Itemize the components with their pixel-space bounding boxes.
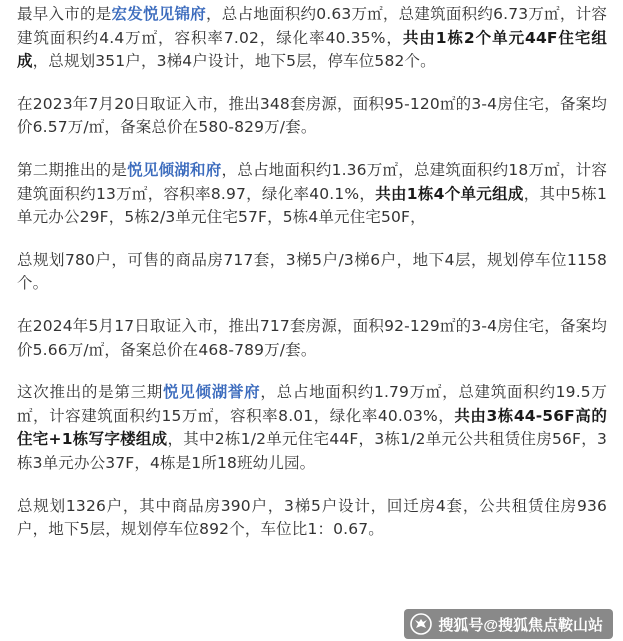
paragraph-text: ，总占地面积约1.79万㎡，总建筑面积约19.5万㎡，计容建筑面积约15万㎡，容积率8.01，绿化率40.03%， (17, 383, 608, 425)
paragraph-text: 最早入市的是 (17, 5, 112, 23)
bold-highlight: 共由1栋4个单元组成 (375, 184, 524, 203)
paragraph-text: ，总规划351户，3梯4户设计，地下5层，停车位582个。 (32, 52, 436, 71)
article-paragraph (17, 3, 607, 74)
paragraph-text: ，其中5栋1单元办公29F，5栋2/3单元住宅57F，5栋4单元住宅50F， (17, 184, 608, 227)
paragraph-text: 在2023年7月20日取证入市，推出348套房源，面积95-120㎡的3-4房住宅，备案均价6.57万/㎡，备案总价在580-829万/套。 (17, 94, 607, 137)
paragraph-text: 总规划780户，可售的商品房717套，3梯5户/3梯6户，地下4层，规划停车位1158个。 (17, 250, 607, 293)
paragraph-text: 第二期推出的是 (17, 160, 128, 179)
article-paragraph (17, 93, 607, 140)
article-body (17, 3, 607, 561)
paragraph-text: 在2024年5月17日取证入市，推出717套房源，面积92-129㎡的3-4房住宅，备案均价5.66万/㎡，备案总价在468-789万/套。 (17, 316, 607, 359)
sohu-fox-icon (410, 613, 432, 635)
paragraph-text: ，总占地面积约1.36万㎡，总建筑面积约18万㎡，计容建筑面积约13万㎡，容积率8.97，绿化率40.1%， (17, 160, 607, 203)
paragraph-text: 总规划1326户，其中商品房390户，3梯5户设计，回迁房4套，公共租赁住房936户，地下5层，规划停车位892个，车位比1：0.67。 (17, 496, 607, 539)
bold-highlight: 共由3栋44-56F高的住宅+1栋写字楼组成 (17, 406, 608, 449)
project-name-highlight: 悦见倾湖誉府 (163, 383, 261, 402)
project-name-highlight: 悦见倾湖和府 (127, 160, 222, 179)
paragraph-text: 这次推出的是第三期 (17, 383, 164, 402)
article-paragraph (17, 249, 607, 296)
bold-highlight: 共由1栋2个单元44F住宅组成 (17, 28, 607, 71)
watermark (404, 609, 613, 639)
article-paragraph (17, 381, 607, 475)
watermark-text: 搜狐号@搜狐焦点鞍山站 (438, 616, 603, 634)
paragraph-text: ，总占地面积约0.63万㎡，总建筑面积约6.73万㎡，计容建筑面积约4.4万㎡，容积率7.02，绿化率40.35%， (17, 5, 608, 47)
project-name-highlight: 宏发悦见锦府 (111, 5, 206, 23)
article-paragraph (17, 159, 607, 230)
article-paragraph (17, 315, 607, 362)
paragraph-text: ，其中2栋1/2单元住宅44F，3栋1/2单元公共租赁住房56F，3栋3单元办公37F，4栋是1所18班幼儿园。 (17, 430, 607, 472)
article-paragraph (17, 495, 607, 542)
